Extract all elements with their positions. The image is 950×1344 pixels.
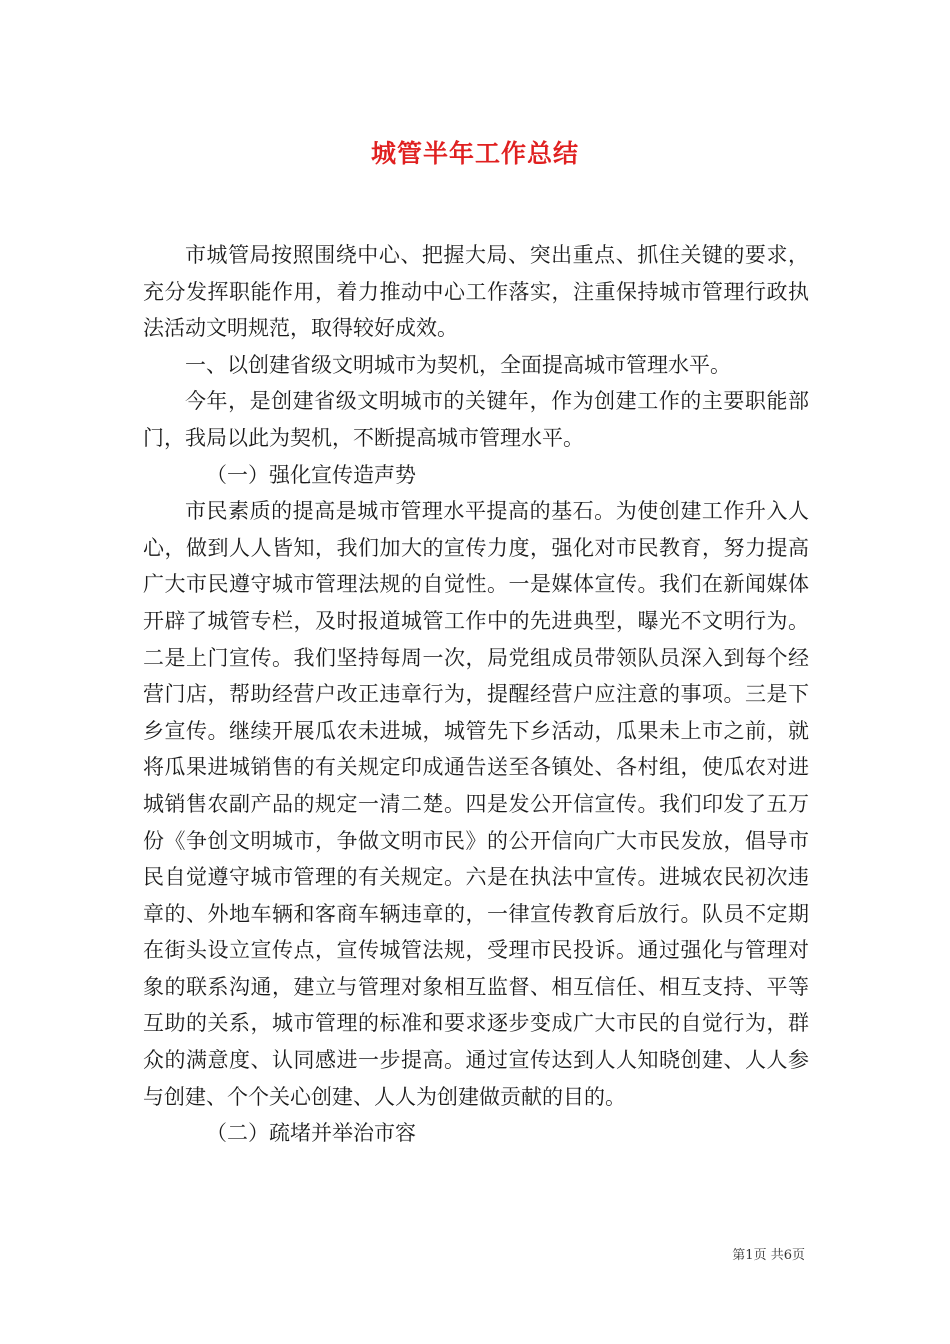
page-label-middle: 页 共: [753, 1248, 784, 1263]
page-label-suffix: 页: [791, 1248, 805, 1263]
section-heading-1: 一、以创建省级文明城市为契机，全面提高城市管理水平。: [185, 352, 731, 377]
page-label-prefix: 第: [732, 1248, 746, 1263]
subsection-heading-2: （二）疏堵并举治市容: [206, 1121, 416, 1146]
subsection-heading-1: （一）强化宣传造声势: [206, 462, 416, 487]
paragraph-publicity: 市民素质的提高是城市管理水平提高的基石。为使创建工作升入人心，做到人人皆知，我们加大的宣传力度，强化对市民教育，努力提高广大市民遵守城市管理法规的自觉性。一是媒体宣传。我们在新闻媒体开辟了城管专栏，及时报道城管工作中的先进典型，曝光不文明行为。二是上门宣传。我们坚持每周一次，局党组成员带领队员深入到每个经营门店，帮助经营户改正违章行为，提醒经营户应注意的事项。三是下乡宣传。继续开展瓜农未进城，城管先下乡活动，瓜果未上市之前，就将瓜果进城销售的有关规定印成通告送至各镇处、各村组，使瓜农对进城销售农副产品的规定一清二楚。四是发公开信宣传。我们印发了五万份《争创文明城市，争做文明市民》的公开信向广大市民发放，倡导市民自觉遵守城市管理的有关规定。六是在执法中宣传。进城农民初次违章的、外地车辆和客商车辆违章的，一律宣传教育后放行。队员不定期在街头设立宣传点，宣传城管法规，受理市民投诉。通过强化与管理对象的联系沟通，建立与管理对象相互监督、相互信任、相互支持、平等互助的关系，城市管理的标准和要求逐步变成广大市民的自觉行为，群众的满意度、认同感进一步提高。通过宣传达到人人知晓创建、人人参与创建、个个关心创建、人人为创建做贡献的目的。: [143, 499, 809, 1109]
page-number-footer: [732, 1244, 805, 1263]
current-page-number: 1: [745, 1248, 754, 1263]
document-title: 城管半年工作总结: [370, 139, 579, 168]
paragraph-intro: 市城管局按照围绕中心、把握大局、突出重点、抓住关键的要求，充分发挥职能作用，着力推动中心工作落实，注重保持城市管理行政执法活动文明规范，取得较好成效。: [143, 243, 809, 341]
paragraph-section-1: 今年，是创建省级文明城市的关键年，作为创建工作的主要职能部门，我局以此为契机，不断提高城市管理水平。: [143, 389, 809, 450]
total-page-count: 6: [783, 1248, 792, 1263]
document-body: [143, 237, 809, 1152]
